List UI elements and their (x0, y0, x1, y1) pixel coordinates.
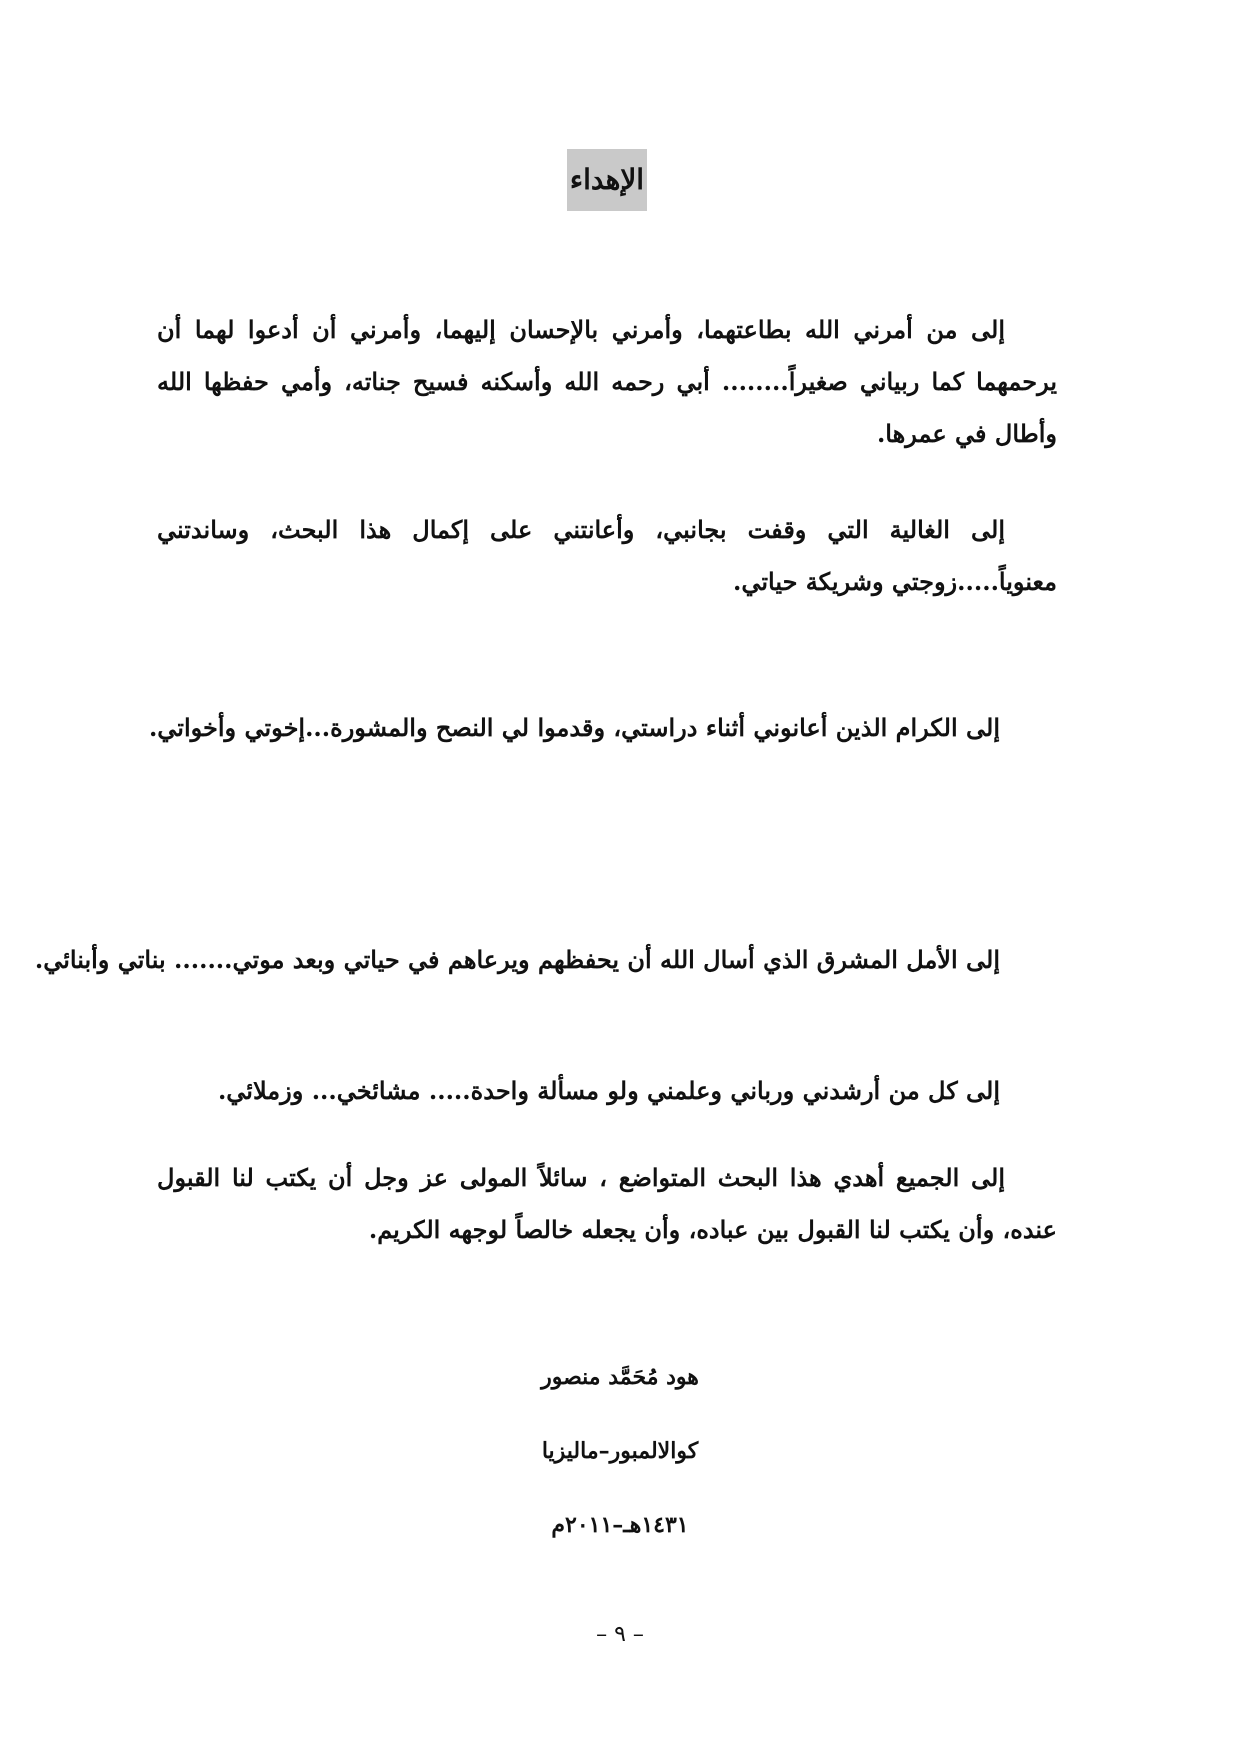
dedication-parents (157, 304, 1057, 460)
dedication-wife-text: إلى الغالية التي وقفت بجانبي، وأعانتني على إكمال هذا البحث، وساندتني معنوياً.....زوجتي وشريكة حياتي. (157, 515, 1057, 596)
dedication-siblings: إلى الكرام الذين أعانوني أثناء دراستي، وقدموا لي النصح والمشورة...إخوتي وأخواتي. (148, 713, 1000, 742)
author-place: كوالالمبور–ماليزيا (541, 1438, 699, 1464)
dedication-all-text: إلى الجميع أهدي هذا البحث المتواضع ، سائلاً المولى عز وجل أن يكتب لنا القبول عنده، وأن يكتب لنا القبول بين عباده، وأن يجعله خالصاً لوجهه الكريم. (157, 1163, 1057, 1244)
dedication-teachers: إلى كل من أرشدني ورباني وعلمني ولو مسألة واحدة..... مشائخي... وزملائي. (217, 1076, 1000, 1105)
dedication-wife (157, 504, 1057, 608)
author-date: ١٤٣١هـ–٢٠١١م (551, 1512, 689, 1538)
page-number: – ٩ – (596, 1622, 644, 1647)
dedication-children: إلى الأمل المشرق الذي أسال الله أن يحفظهم ويرعاهم في حياتي وبعد موتي....... بناتي وأبنائي. (34, 945, 1000, 974)
dedication-parents-text: إلى من أمرني الله بطاعتهما، وأمرني بالإحسان إليهما، وأمرني أن أدعوا لهما أن يرحمهما كما ربياني صغيراً........ أبي رحمه الله وأسكنه فسيح جناته، وأمي حفظها الله وأطال في عمرها. (157, 315, 1057, 448)
author-name: هود مُحَمَّد منصور (541, 1364, 699, 1390)
page-title: الإهداء (567, 149, 647, 211)
dedication-all (157, 1152, 1057, 1256)
